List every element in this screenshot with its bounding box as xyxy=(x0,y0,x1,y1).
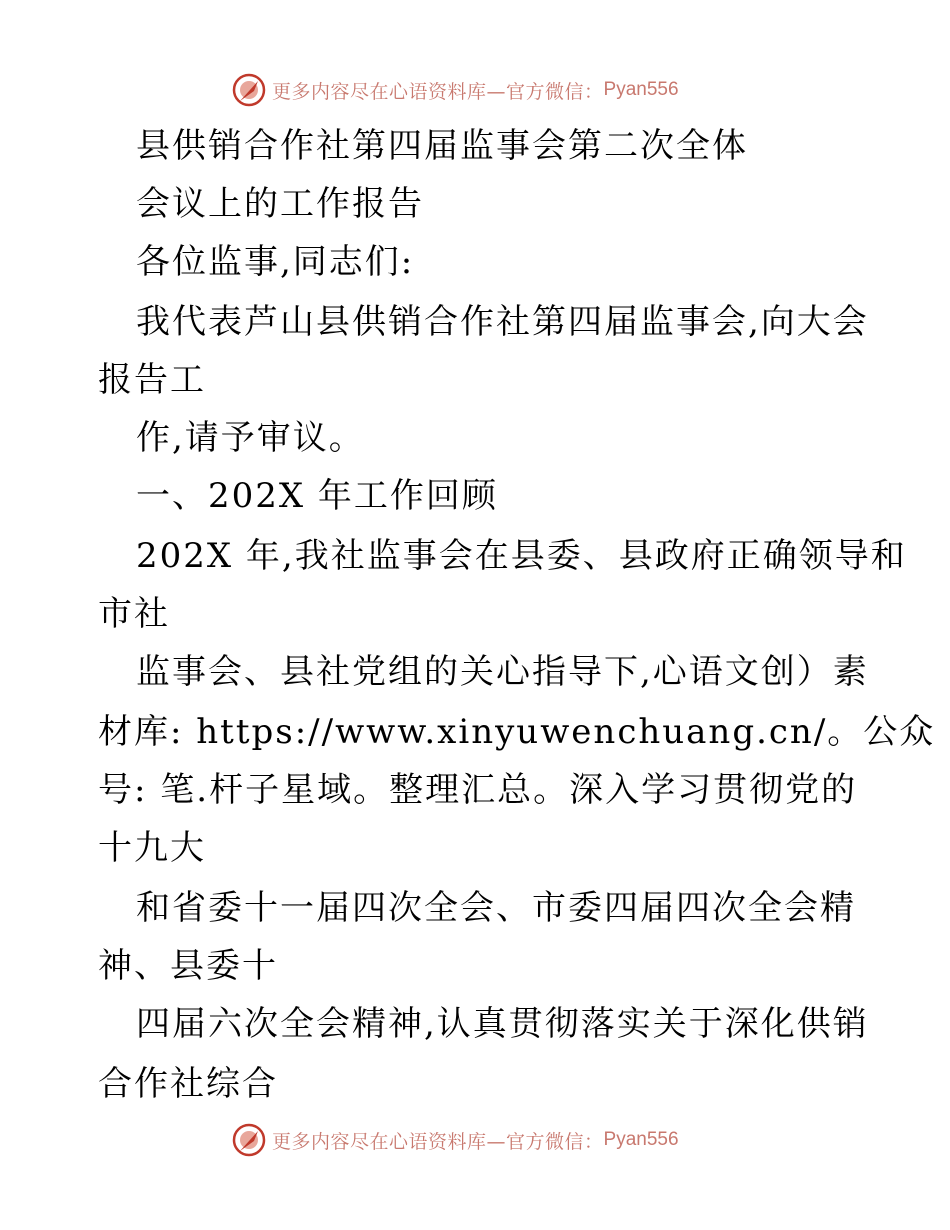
text-line: 县供销合作社第四届监事会第二次全体 xyxy=(136,126,748,166)
text-line: 材库: https://www.xinyuwenchuang.cn/。公众 xyxy=(98,712,936,752)
text-line: 神、县委十 xyxy=(98,946,278,986)
watermark-header xyxy=(232,72,679,108)
text-line: 十九大 xyxy=(98,828,206,868)
text-line: 号: 笔.杆子星域。整理汇总。深入学习贯彻党的 xyxy=(98,770,858,810)
text-line: 一、202X 年工作回顾 xyxy=(136,476,498,516)
text-line: 作,请予审议。 xyxy=(136,418,365,458)
watermark-text: 更多内容尽在心语资料库—官方微信： xyxy=(272,1130,604,1153)
text-line: 202X 年,我社监事会在县委、县政府正确领导和 xyxy=(136,536,907,576)
watermark-footer xyxy=(232,1122,679,1158)
text-line: 会议上的工作报告 xyxy=(136,184,424,224)
watermark-wechat-id: Pyan556 xyxy=(603,79,679,100)
text-line: 和省委十一届四次全会、市委四届四次全会精 xyxy=(136,888,856,928)
quill-logo-icon xyxy=(232,73,266,107)
text-line: 合作社综合 xyxy=(98,1064,278,1104)
quill-logo-icon xyxy=(232,1123,266,1157)
text-line: 四届六次全会精神,认真贯彻落实关于深化供销 xyxy=(136,1004,869,1044)
watermark-wechat-id: Pyan556 xyxy=(603,1129,679,1150)
text-line: 监事会、县社党组的关心指导下,心语文创）素 xyxy=(136,652,869,692)
text-line: 我代表芦山县供销合作社第四届监事会,向大会 xyxy=(136,302,869,342)
text-line: 报告工 xyxy=(98,360,206,400)
text-line: 市社 xyxy=(98,594,170,634)
watermark-text: 更多内容尽在心语资料库—官方微信： xyxy=(272,80,604,103)
text-line: 各位监事,同志们: xyxy=(136,242,415,282)
